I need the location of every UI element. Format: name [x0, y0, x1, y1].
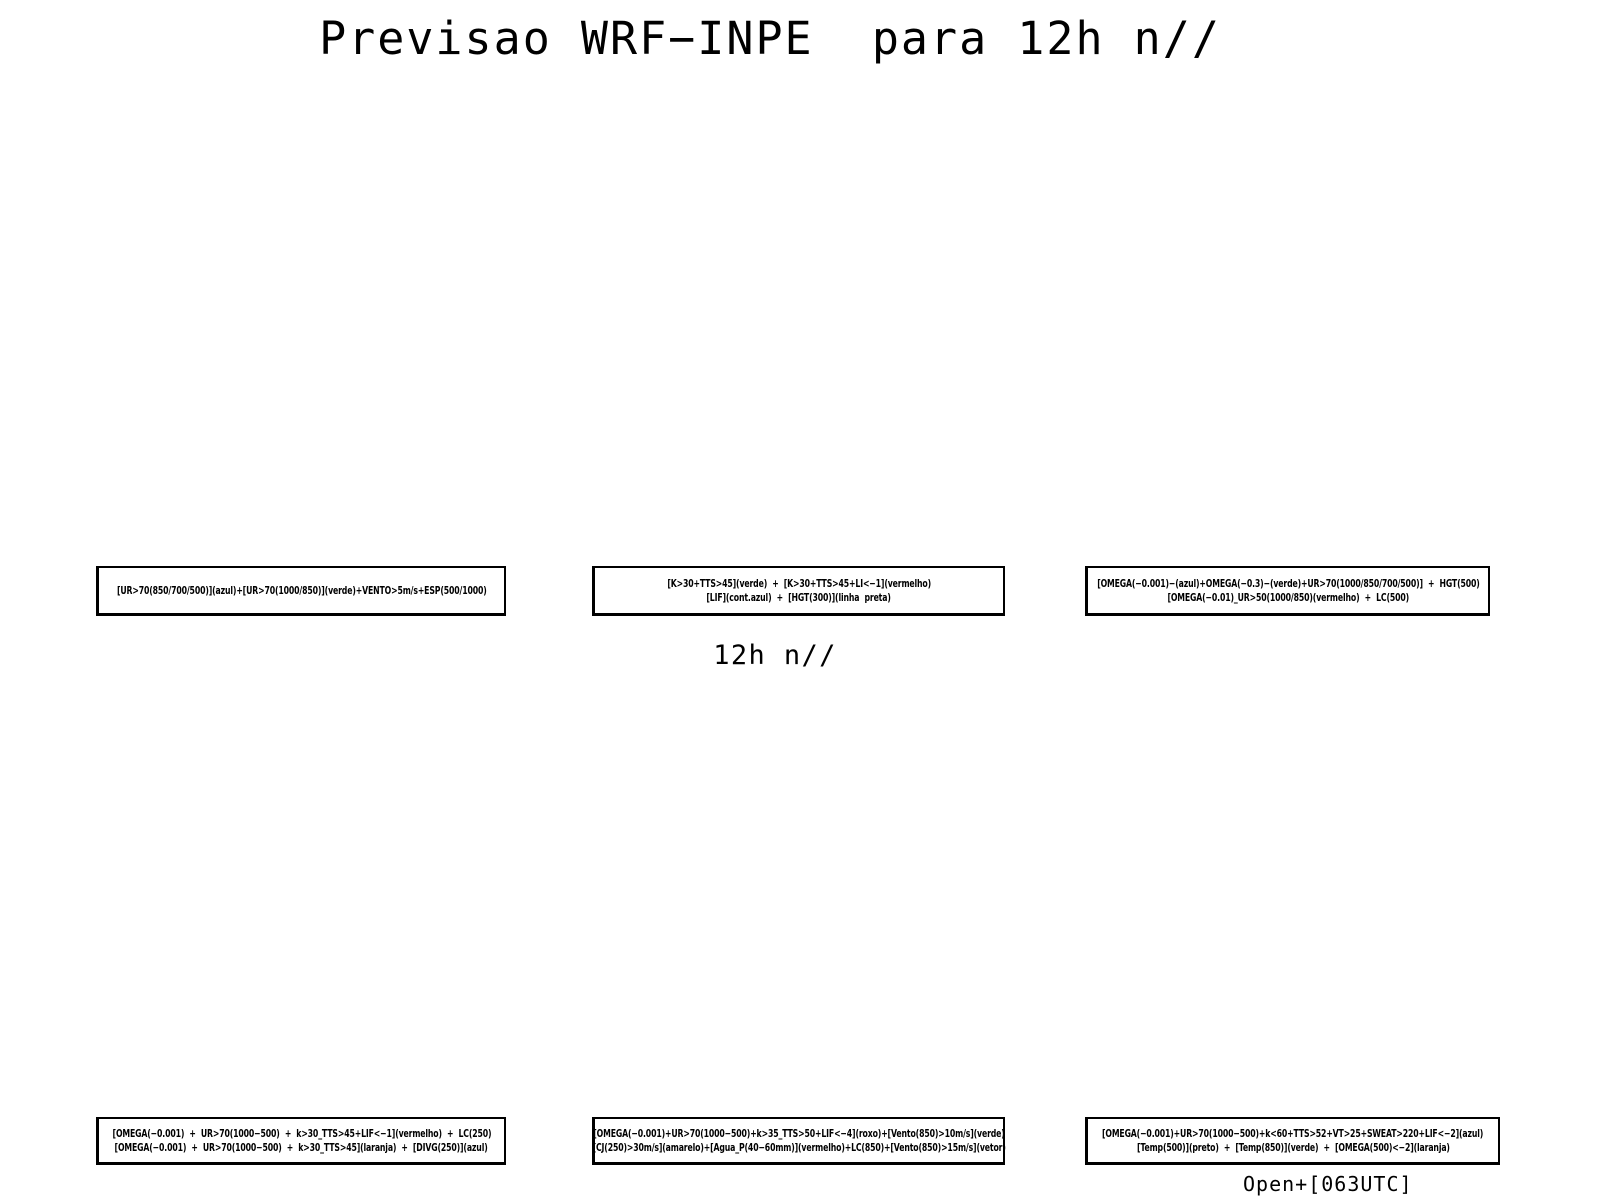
panel-legend-line: [OMEGA(−0.001)+UR>70(1000−500)+k>35_TTS>50+LIF<−4](roxo)+[Vento(850)>10m/s](verde) [593, 1127, 1005, 1140]
panel-legend-line: [UR>70(850/700/500)](azul)+[UR>70(1000/850)](verde)+VENTO>5m/s+ESP(500/1000) [116, 584, 487, 597]
open-utc-link[interactable]: Open+[063UTC] [1243, 1172, 1413, 1196]
panel-legend-line: [OMEGA(−0.001)−(azul)+OMEGA(−0.3)−(verde)+UR>70(1000/850/700/500)] + HGT(500) [1096, 577, 1480, 590]
panel-top-right [1085, 566, 1490, 616]
panel-legend-line: [CJ(250)>30m/s](amarelo)+[Agua_P(40−60mm)](vermelho)+LC(850)+[Vento(850)>15m/s](vetor) [592, 1141, 1006, 1154]
panel-legend-line: [LIF](cont.azul) + [HGT(300)](linha preta) [706, 591, 892, 604]
panel-top-center [592, 566, 1005, 616]
panel-top-left [96, 566, 506, 616]
forecast-hour-label: 12h n// [713, 640, 837, 671]
panel-legend-line: [OMEGA(−0.01)_UR>50(1000/850)(vermelho) + LC(500) [1167, 591, 1409, 604]
panel-bottom-left [96, 1117, 506, 1165]
panel-legend-line: [K>30+TTS>45](verde) + [K>30+TTS>45+LI<−1](vermelho) [667, 577, 931, 590]
panel-bottom-center [592, 1117, 1005, 1165]
panel-legend-line: [OMEGA(−0.001) + UR>70(1000−500) + k>30_TTS>45+LIF<−1](vermelho) + LC(250) [112, 1127, 491, 1140]
panel-legend-line: [OMEGA(−0.001) + UR>70(1000−500) + k>30_TTS>45](laranja) + [DIVG(250)](azul) [114, 1141, 489, 1154]
panel-bottom-right [1085, 1117, 1500, 1165]
panel-legend-line: [Temp(500)](preto) + [Temp(850)](verde) + [OMEGA(500)<−2](laranja) [1136, 1141, 1450, 1154]
panel-legend-line: [OMEGA(−0.001)+UR>70(1000−500)+k<60+TTS>52+VT>25+SWEAT>220+LIF<−2](azul) [1102, 1127, 1484, 1140]
page-title: Previsao WRF−INPE para 12h n// [319, 12, 1221, 65]
